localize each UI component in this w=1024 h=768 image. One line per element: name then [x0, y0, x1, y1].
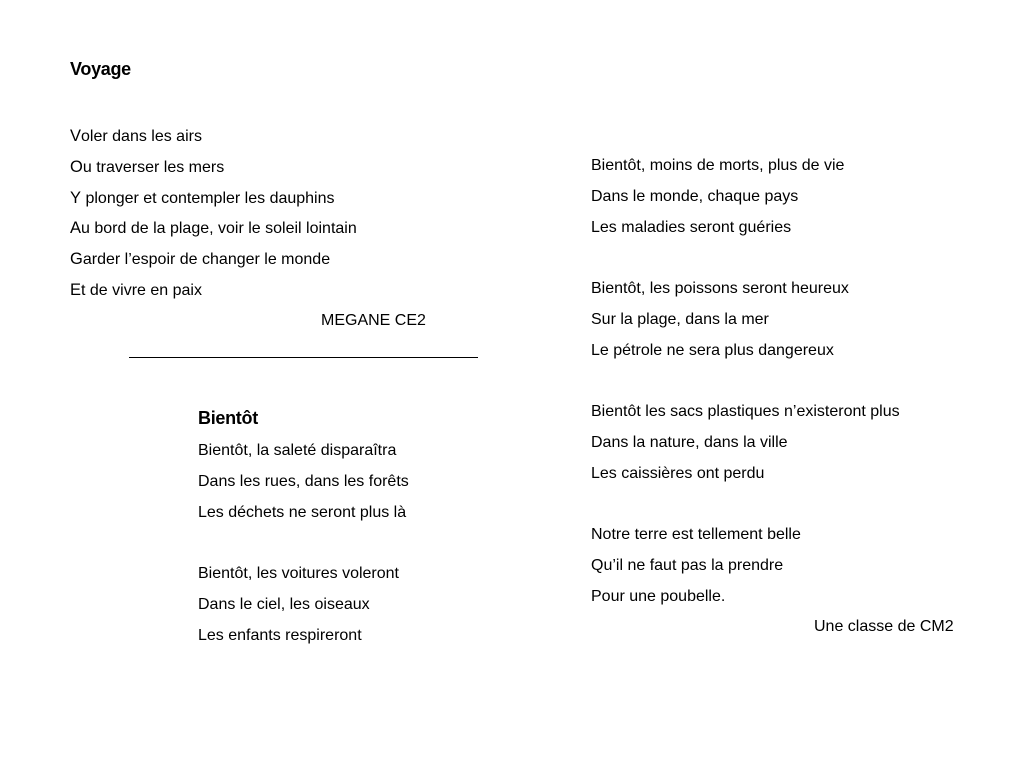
poem-line: Bientôt les sacs plastiques n’existeront plus: [591, 403, 900, 420]
acrostic-text: arder l’espoir de changer le monde: [82, 251, 331, 269]
poem-line: Bientôt, les poissons seront heureux: [591, 280, 849, 297]
poem-line: Bientôt, la saleté disparaîtra: [198, 442, 397, 459]
acrostic-text: plonger et contempler les dauphins: [81, 189, 335, 207]
poem-line: Bientôt, les voitures voleront: [198, 565, 399, 582]
poem-line: Pour une poubelle.: [591, 587, 726, 605]
poem-bientot-stanza-2: [198, 564, 399, 656]
acrostic-line: [70, 280, 357, 300]
acrostic-letter: O: [70, 157, 83, 176]
acrostic-line: [70, 218, 357, 238]
acrostic-line: [70, 126, 357, 146]
acrostic-text: u bord de la plage, voir le soleil lointain: [81, 220, 357, 238]
signature-bientot: Une classe de CM2: [814, 618, 954, 635]
poem-line: Les caissières ont perdu: [591, 464, 765, 482]
poem-line: Sur la plage, dans la mer: [591, 310, 769, 328]
poem-line: Les maladies seront guéries: [591, 218, 792, 236]
acrostic-line: [70, 188, 357, 208]
poem-bientot-stanza-5: [591, 402, 900, 494]
acrostic-letter: G: [70, 250, 83, 269]
acrostic-letter: Y: [70, 188, 82, 207]
poem-bientot-stanza-3: [591, 156, 844, 248]
poem-bientot-stanza-4: [591, 279, 849, 371]
acrostic-letter: A: [70, 219, 82, 238]
poem-line: Dans le monde, chaque pays: [591, 187, 799, 205]
poem-voyage-acrostic: [70, 126, 357, 311]
signature-voyage: MEGANE CE2: [321, 312, 426, 329]
poem-line: Les enfants respireront: [198, 626, 362, 644]
poem-line: Le pétrole ne sera plus dangereux: [591, 341, 834, 359]
poem-line: Qu’il ne faut pas la prendre: [591, 556, 784, 574]
poem-bientot-stanza-6: [591, 525, 801, 617]
poem-line: Dans les rues, dans les forêts: [198, 472, 409, 490]
poem-bientot-stanza-1: [198, 441, 409, 533]
acrostic-line: [70, 157, 357, 177]
acrostic-line: [70, 249, 357, 269]
poem-line: Bientôt, moins de morts, plus de vie: [591, 157, 845, 174]
acrostic-text: u traverser les mers: [82, 158, 225, 176]
poem-title-voyage: Voyage: [70, 59, 131, 79]
poem-line: Dans le ciel, les oiseaux: [198, 595, 370, 613]
poem-title-bientot: Bientôt: [198, 408, 258, 428]
poem-line: Notre terre est tellement belle: [591, 526, 801, 543]
acrostic-text: oler dans les airs: [81, 128, 202, 145]
poem-line: Les déchets ne seront plus là: [198, 503, 407, 521]
acrostic-text: t de vivre en paix: [81, 281, 202, 299]
poem-line: Dans la nature, dans la ville: [591, 433, 788, 451]
separator-line: [129, 357, 478, 358]
acrostic-letter: E: [70, 280, 82, 299]
acrostic-letter: V: [70, 127, 82, 145]
